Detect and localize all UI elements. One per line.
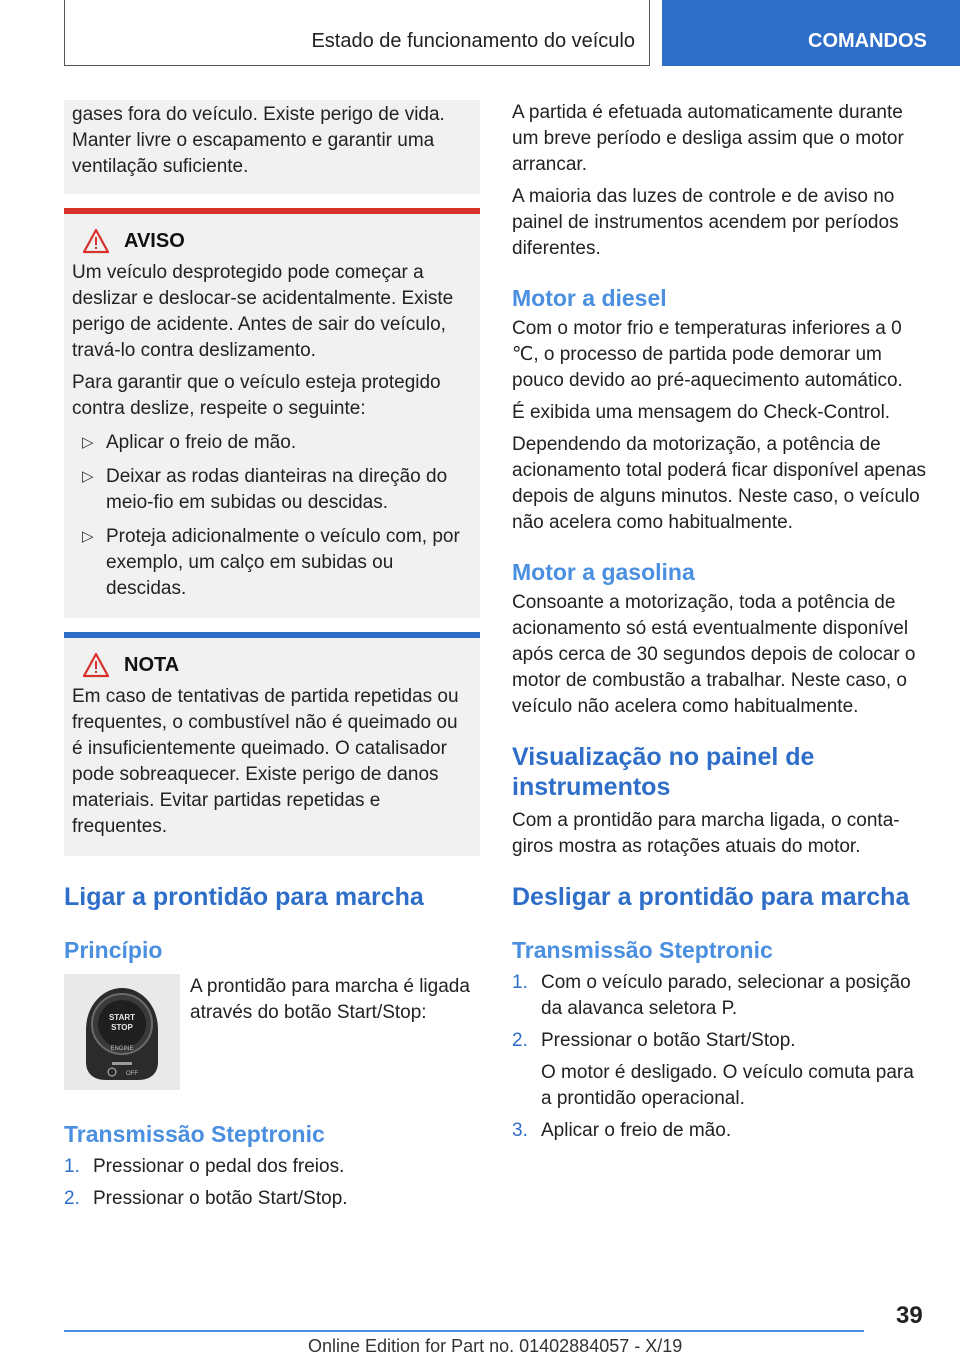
nota-box: [64, 638, 480, 856]
continued-warning-box: [64, 100, 480, 194]
nota-title: NOTA: [124, 653, 180, 676]
list-item: 2. Pressionar o botão Start/Stop.: [512, 1030, 796, 1051]
footer-rule: [64, 1330, 864, 1332]
diesel-paragraph-2: É exibida uma mensagem do Check-Control.: [512, 402, 891, 423]
continued-warning-text: gases fora do veículo. Existe perigo de vida. Manter livre o escapamento e garantir uma ventilação suficiente.: [72, 104, 445, 177]
list-item: 1. Com o veículo parado, selecionar a posição da alavanca seletora P.: [512, 972, 911, 1019]
heading-desligar-prontidao: Desligar a prontidão para marcha: [512, 883, 910, 911]
list-item: 3. Aplicar o freio de mão.: [512, 1120, 732, 1141]
triangle-bullet-icon: ▷: [82, 468, 94, 485]
triangle-bullet-icon: ▷: [82, 434, 94, 451]
aviso-header: [72, 224, 472, 258]
start-stop-button-image: [64, 974, 180, 1090]
start-stop-figure: [64, 974, 480, 1090]
luzes-paragraph: A maioria das luzes de controle e de aviso no painel de instrumentos acendem por períodos diferentes.: [512, 186, 899, 259]
steptronic-steps-right: [512, 970, 928, 1144]
aviso-paragraph-2: Para garantir que o veículo esteja protegido contra deslize, respeite o seguinte:: [72, 372, 441, 419]
running-header: [64, 0, 650, 66]
page-number: 39: [896, 1302, 923, 1329]
list-item: ▷ Aplicar o freio de mão.: [72, 430, 472, 456]
footer-edition: Online Edition for Part no. 01402884057 - X/19: [308, 1336, 683, 1356]
heading-ligar-prontidao: Ligar a prontidão para marcha: [64, 883, 424, 911]
start-stop-button-icon: [64, 974, 180, 1090]
list-item: ▷ Proteja adicionalmente o veículo com, por exemplo, um calço em subidas ou descidas.: [82, 526, 460, 599]
aviso-title: AVISO: [124, 229, 185, 252]
aviso-list: [72, 430, 472, 602]
steptronic-steps-left: [64, 1154, 480, 1212]
nota-paragraph: Em caso de tentativas de partida repetidas ou frequentes, o combustível não é queimado ou é insuficientemente queimado. O catalisador pode sobreaquecer. Existe perigo de danos materiais. Evitar partidas repetidas e frequentes.: [72, 686, 459, 837]
nota-header: [72, 648, 472, 682]
diesel-paragraph-1: Com o motor frio e temperaturas inferiores a 0 ℃, o processo de partida pode demorar um pouco devido ao pré-aquecimento automático.: [512, 318, 903, 391]
warning-triangle-icon: [82, 652, 110, 678]
chapter-tab-label: COMANDOS: [808, 30, 927, 52]
stop-label: STOP: [111, 1023, 133, 1032]
aviso-paragraph-1: Um veículo desprotegido pode começar a deslizar e deslocar-se acidentalmente. Existe perigo de acidente. Antes de sair do veículo, travá-lo contra deslizamento.: [72, 262, 454, 361]
heading-visualizacao: Visualização no painel de instrumentos: [512, 743, 815, 801]
left-column: [64, 100, 480, 1212]
triangle-bullet-icon: ▷: [82, 528, 94, 545]
section-title: Estado de funcionamento do veículo: [311, 30, 635, 52]
partida-paragraph: A partida é efetuada automaticamente durante um breve período e desliga assim que o motor arrancar.: [512, 102, 904, 175]
heading-motor-gasolina: Motor a gasolina: [512, 559, 695, 585]
right-column: [512, 100, 928, 1144]
heading-motor-diesel: Motor a diesel: [512, 285, 667, 311]
gasolina-paragraph: Consoante a motorização, toda a potência de acionamento só está eventualmente disponível após cerca de 30 segundos depois de colocar o motor de combustão a trabalhar. Neste caso, o veículo não acelera como habitualmente.: [512, 592, 916, 717]
start-label: START: [108, 1013, 136, 1022]
visualizacao-paragraph: Com a prontidão para marcha ligada, o conta-giros mostra as rotações atuais do motor.: [512, 810, 900, 857]
list-item: O motor é desligado. O veículo comuta para a prontidão operacional.: [541, 1062, 914, 1109]
off-label: OFF: [126, 1071, 138, 1077]
heading-steptronic-left: Transmissão Steptronic: [64, 1121, 325, 1147]
chapter-tab: [662, 0, 960, 66]
list-item: 2. Pressionar o botão Start/Stop.: [64, 1188, 348, 1209]
diesel-paragraph-3: Dependendo da motorização, a potência de acionamento total poderá ficar disponível apenas depois de alguns minutos. Neste caso, o veículo não acelera como habitualmente.: [512, 434, 927, 533]
heading-steptronic-right: Transmissão Steptronic: [512, 937, 773, 963]
engine-label: ENGINE: [110, 1046, 134, 1052]
aviso-box: [64, 214, 480, 618]
list-item: ▷ Deixar as rodas dianteiras na direção do meio-fio em subidas ou descidas.: [82, 466, 448, 513]
principio-text: A prontidão para marcha é ligada através do botão Start/Stop:: [190, 976, 470, 1023]
warning-triangle-icon: [82, 228, 110, 254]
list-item: 1. Pressionar o pedal dos freios.: [64, 1156, 345, 1177]
heading-principio: Princípio: [64, 937, 163, 963]
